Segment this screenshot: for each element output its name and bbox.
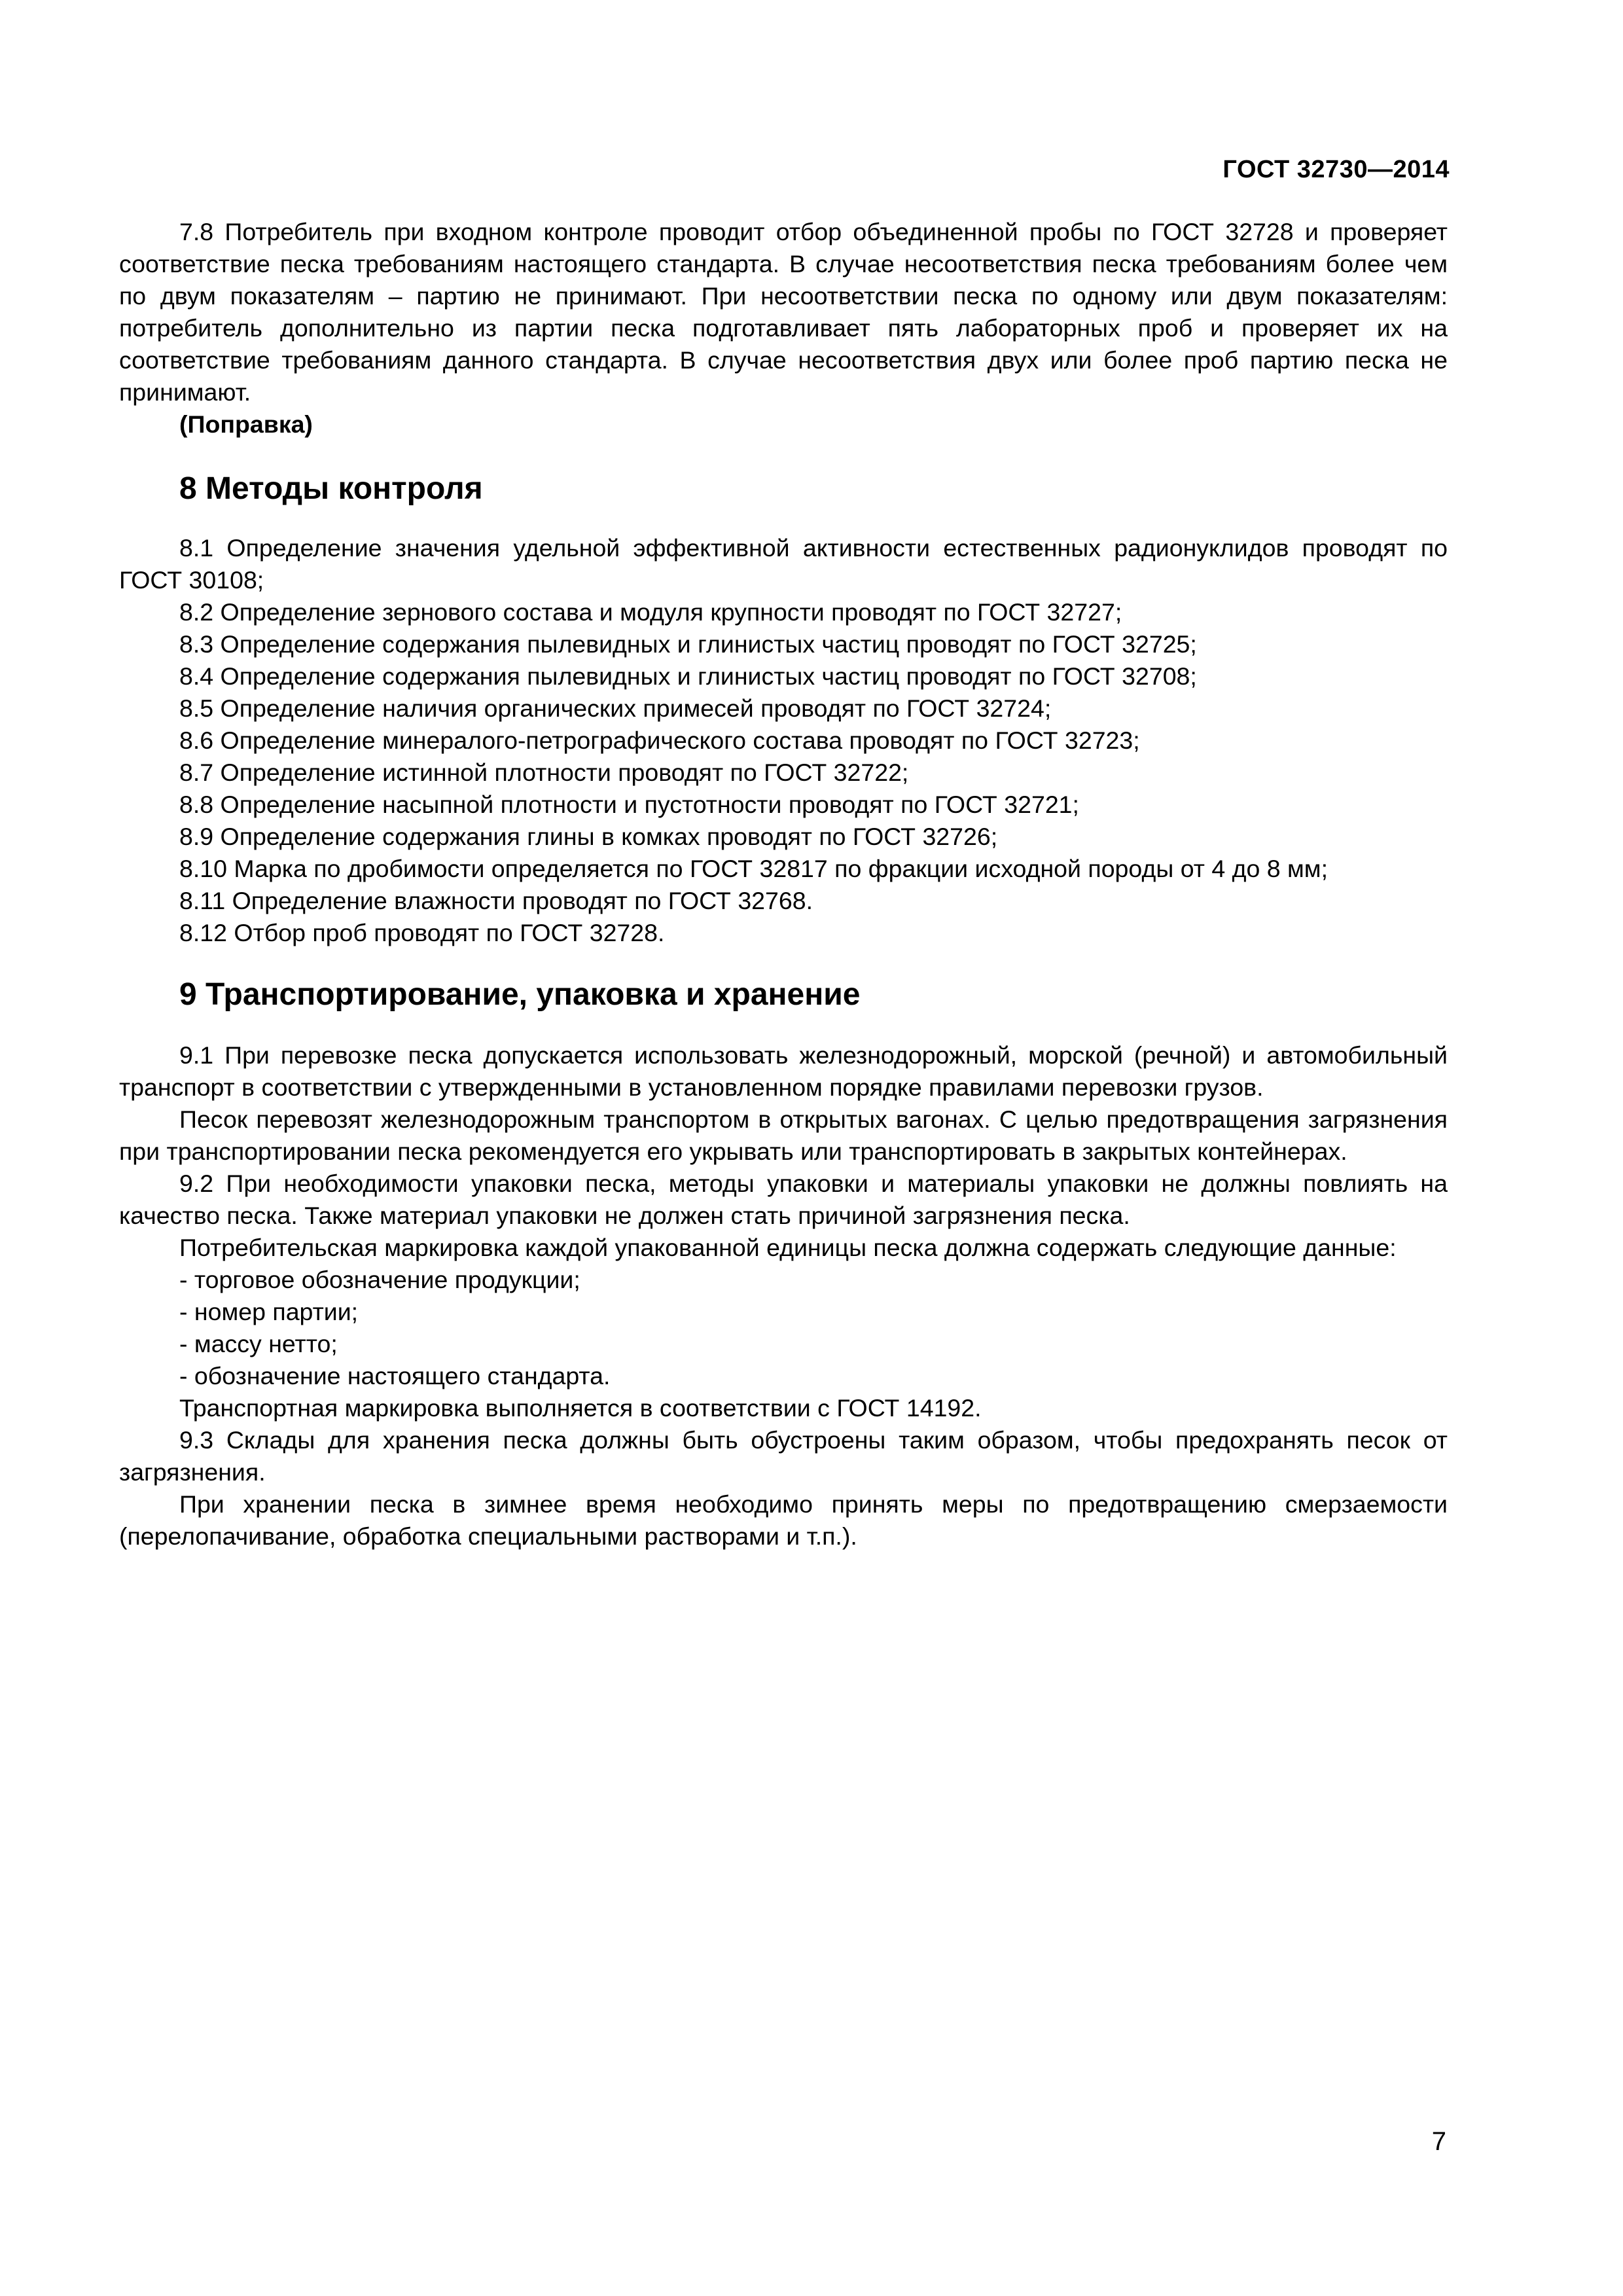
marking-item: - торговое обозначение продукции;: [179, 1266, 580, 1293]
amendment-note: (Поправка): [179, 410, 313, 438]
marking-item: - номер партии;: [179, 1298, 359, 1325]
page-number: 7: [1431, 2127, 1446, 2156]
page-content: [119, 216, 1448, 1552]
clause-7-8: 7.8 Потребитель при входном контроле проводит отбор объединенной пробы по ГОСТ 32728 и проверяет соответствие песка требованиям настоящего стандарта. В случае несоответствия песка требованиям более чем по двум показателям – партию не принимают. При несоответствии песка по одному или двум показателям: потребитель дополнительно из партии песка подготавливает пять лабораторных проб и проверяет их на соответствие требованиям данного стандарта. В случае несоответствия двух или более проб партию песка не принимают.: [119, 218, 1448, 406]
method-item: 8.1 Определение значения удельной эффективной активности естественных радионуклидов проводят по ГОСТ 30108;: [119, 534, 1448, 594]
method-item: 8.8 Определение насыпной плотности и пустотности проводят по ГОСТ 32721;: [179, 791, 1079, 818]
method-item: 8.3 Определение содержания пылевидных и глинистых частиц проводят по ГОСТ 32725;: [179, 630, 1197, 658]
method-item: 8.4 Определение содержания пылевидных и глинистых частиц проводят по ГОСТ 32708;: [179, 662, 1197, 690]
method-item: 8.9 Определение содержания глины в комках проводят по ГОСТ 32726;: [179, 823, 998, 850]
clause-9-2: 9.2 При необходимости упаковки песка, методы упаковки и материалы упаковки не должны повлиять на качество песка. Также материал упаковки не должен стать причиной загрязнения песка.: [119, 1170, 1448, 1229]
transport-marking-paragraph: Транспортная маркировка выполняется в соответствии с ГОСТ 14192.: [179, 1394, 982, 1422]
document-number-header: ГОСТ 32730—2014: [1222, 156, 1450, 183]
method-item: 8.11 Определение влажности проводят по ГОСТ 32768.: [179, 887, 813, 914]
marking-item: - массу нетто;: [179, 1330, 338, 1357]
method-item: 8.5 Определение наличия органических примесей проводят по ГОСТ 32724;: [179, 694, 1052, 722]
clause-9-3: 9.3 Склады для хранения песка должны быть обустроены таким образом, чтобы предохранять песок от загрязнения.: [119, 1426, 1448, 1486]
method-item: 8.12 Отбор проб проводят по ГОСТ 32728.: [179, 919, 665, 946]
consumer-marking-paragraph: Потребительская маркировка каждой упакованной единицы песка должна содержать следующие данные:: [179, 1234, 1397, 1261]
rail-transport-paragraph: Песок перевозят железнодорожным транспортом в открытых вагонах. С целью предотвращения загрязнения при транспортировании песка рекомендуется его укрывать или транспортировать в закрытых контейнерах.: [119, 1105, 1448, 1165]
clause-9-1: 9.1 При перевозке песка допускается использовать железнодорожный, морской (речной) и автомобильный транспорт в соответствии с утвержденными в установленном порядке правилами перевозки грузов.: [119, 1041, 1448, 1101]
method-item: 8.2 Определение зернового состава и модуля крупности проводят по ГОСТ 32727;: [179, 598, 1122, 626]
method-item: 8.10 Марка по дробимости определяется по ГОСТ 32817 по фракции исходной породы от 4 до 8 мм;: [179, 855, 1329, 882]
marking-data-list: [119, 1264, 1448, 1392]
section-8-heading: 8 Методы контроля: [179, 471, 483, 506]
method-item: 8.6 Определение минералого-петрографического состава проводят по ГОСТ 32723;: [179, 726, 1140, 754]
winter-storage-paragraph: При хранении песка в зимнее время необходимо принять меры по предотвращению смерзаемости (перелопачивание, обработка специальными растворами и т.п.).: [119, 1490, 1448, 1550]
control-methods-list: [119, 532, 1448, 949]
method-item: 8.7 Определение истинной плотности проводят по ГОСТ 32722;: [179, 759, 909, 786]
section-9-heading: 9 Транспортирование, упаковка и хранение: [179, 977, 861, 1012]
marking-item: - обозначение настоящего стандарта.: [179, 1362, 611, 1390]
